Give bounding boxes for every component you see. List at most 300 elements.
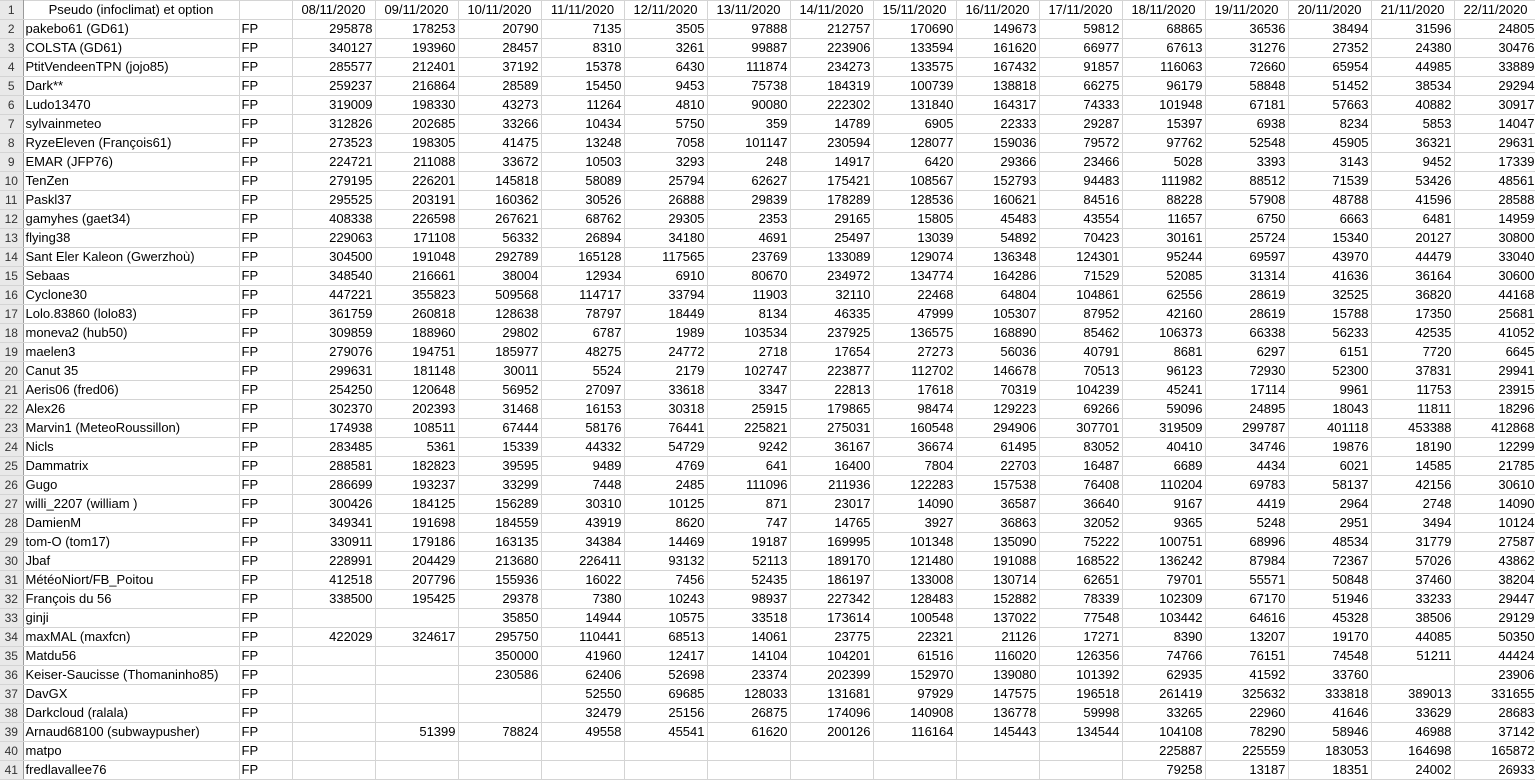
- cell-value[interactable]: 36167: [790, 438, 873, 457]
- cell-value[interactable]: 309859: [292, 324, 375, 343]
- cell-value[interactable]: 51452: [1288, 77, 1371, 96]
- cell-value[interactable]: 350000: [458, 647, 541, 666]
- cell-value[interactable]: 196518: [1039, 685, 1122, 704]
- cell-value[interactable]: 57026: [1371, 552, 1454, 571]
- cell-value[interactable]: 15450: [541, 77, 624, 96]
- cell-value[interactable]: 116164: [873, 723, 956, 742]
- cell-pseudo[interactable]: Dammatrix: [23, 457, 239, 476]
- cell-value[interactable]: 32052: [1039, 514, 1122, 533]
- cell-value[interactable]: 52550: [541, 685, 624, 704]
- cell-value[interactable]: 18351: [1288, 761, 1371, 780]
- cell-value[interactable]: 29287: [1039, 115, 1122, 134]
- cell-value[interactable]: 169995: [790, 533, 873, 552]
- cell-value[interactable]: 22468: [873, 286, 956, 305]
- cell-value[interactable]: [1371, 666, 1454, 685]
- cell-value[interactable]: 7058: [624, 134, 707, 153]
- cell-value[interactable]: 96123: [1122, 362, 1205, 381]
- cell-value[interactable]: 30161: [1122, 229, 1205, 248]
- cell-value[interactable]: 45328: [1288, 609, 1371, 628]
- cell-value[interactable]: 2964: [1288, 495, 1371, 514]
- cell-value[interactable]: 136575: [873, 324, 956, 343]
- cell-pseudo[interactable]: Jbaf: [23, 552, 239, 571]
- column-header-date[interactable]: 22/11/2020: [1454, 1, 1535, 20]
- cell-value[interactable]: 134774: [873, 267, 956, 286]
- cell-value[interactable]: 78797: [541, 305, 624, 324]
- cell-value[interactable]: 87984: [1205, 552, 1288, 571]
- cell-value[interactable]: 191048: [375, 248, 458, 267]
- cell-value[interactable]: 29294: [1454, 77, 1535, 96]
- cell-option[interactable]: FP: [239, 96, 292, 115]
- cell-value[interactable]: 225821: [707, 419, 790, 438]
- cell-value[interactable]: 203191: [375, 191, 458, 210]
- cell-value[interactable]: 226598: [375, 210, 458, 229]
- cell-value[interactable]: 67444: [458, 419, 541, 438]
- cell-pseudo[interactable]: maxMAL (maxfcn): [23, 628, 239, 647]
- cell-option[interactable]: FP: [239, 533, 292, 552]
- cell-value[interactable]: 78824: [458, 723, 541, 742]
- cell-value[interactable]: 48534: [1288, 533, 1371, 552]
- cell-value[interactable]: 7804: [873, 457, 956, 476]
- cell-value[interactable]: 191088: [956, 552, 1039, 571]
- cell-option[interactable]: FP: [239, 761, 292, 780]
- cell-value[interactable]: 28619: [1205, 286, 1288, 305]
- row-header[interactable]: 9: [0, 153, 23, 172]
- cell-option[interactable]: FP: [239, 229, 292, 248]
- cell-value[interactable]: 33618: [624, 381, 707, 400]
- cell-pseudo[interactable]: Arnaud68100 (subwaypusher): [23, 723, 239, 742]
- cell-value[interactable]: 104861: [1039, 286, 1122, 305]
- cell-value[interactable]: 21126: [956, 628, 1039, 647]
- cell-value[interactable]: 6663: [1288, 210, 1371, 229]
- cell-value[interactable]: 15378: [541, 58, 624, 77]
- cell-value[interactable]: 5750: [624, 115, 707, 134]
- cell-value[interactable]: 14104: [707, 647, 790, 666]
- cell-value[interactable]: 48788: [1288, 191, 1371, 210]
- cell-value[interactable]: 292789: [458, 248, 541, 267]
- row-header[interactable]: 3: [0, 39, 23, 58]
- cell-value[interactable]: [375, 761, 458, 780]
- cell-value[interactable]: 333818: [1288, 685, 1371, 704]
- cell-value[interactable]: 33518: [707, 609, 790, 628]
- cell-value[interactable]: 61495: [956, 438, 1039, 457]
- cell-value[interactable]: [375, 742, 458, 761]
- cell-value[interactable]: 8134: [707, 305, 790, 324]
- cell-pseudo[interactable]: ginji: [23, 609, 239, 628]
- cell-value[interactable]: 10503: [541, 153, 624, 172]
- cell-value[interactable]: 33889: [1454, 58, 1535, 77]
- cell-value[interactable]: 66977: [1039, 39, 1122, 58]
- cell-pseudo[interactable]: Dark**: [23, 77, 239, 96]
- cell-value[interactable]: 137022: [956, 609, 1039, 628]
- cell-pseudo[interactable]: willi_2207 (william ): [23, 495, 239, 514]
- cell-value[interactable]: 8390: [1122, 628, 1205, 647]
- cell-pseudo[interactable]: sylvainmeteo: [23, 115, 239, 134]
- cell-value[interactable]: 19876: [1288, 438, 1371, 457]
- cell-value[interactable]: 102747: [707, 362, 790, 381]
- cell-value[interactable]: 41475: [458, 134, 541, 153]
- cell-pseudo[interactable]: RyzeEleven (François61): [23, 134, 239, 153]
- cell-value[interactable]: 51211: [1371, 647, 1454, 666]
- row-header[interactable]: 8: [0, 134, 23, 153]
- cell-value[interactable]: 300426: [292, 495, 375, 514]
- cell-value[interactable]: 45483: [956, 210, 1039, 229]
- cell-pseudo[interactable]: moneva2 (hub50): [23, 324, 239, 343]
- cell-value[interactable]: 227342: [790, 590, 873, 609]
- cell-value[interactable]: 30800: [1454, 229, 1535, 248]
- cell-option[interactable]: FP: [239, 39, 292, 58]
- cell-value[interactable]: 51399: [375, 723, 458, 742]
- cell-value[interactable]: 2485: [624, 476, 707, 495]
- row-header[interactable]: 18: [0, 324, 23, 343]
- cell-pseudo[interactable]: fredlavallee76: [23, 761, 239, 780]
- cell-value[interactable]: 3143: [1288, 153, 1371, 172]
- cell-value[interactable]: 4691: [707, 229, 790, 248]
- row-header[interactable]: 7: [0, 115, 23, 134]
- cell-value[interactable]: 5028: [1122, 153, 1205, 172]
- row-header[interactable]: 17: [0, 305, 23, 324]
- row-header[interactable]: 32: [0, 590, 23, 609]
- cell-value[interactable]: 361759: [292, 305, 375, 324]
- cell-value[interactable]: 40882: [1371, 96, 1454, 115]
- cell-value[interactable]: 286699: [292, 476, 375, 495]
- cell-value[interactable]: 3494: [1371, 514, 1454, 533]
- cell-value[interactable]: 168890: [956, 324, 1039, 343]
- row-header[interactable]: 31: [0, 571, 23, 590]
- cell-value[interactable]: 136348: [956, 248, 1039, 267]
- cell-value[interactable]: [458, 704, 541, 723]
- cell-value[interactable]: 11657: [1122, 210, 1205, 229]
- cell-value[interactable]: 212757: [790, 20, 873, 39]
- row-header[interactable]: 27: [0, 495, 23, 514]
- cell-value[interactable]: 23374: [707, 666, 790, 685]
- cell-value[interactable]: 17618: [873, 381, 956, 400]
- cell-value[interactable]: 69783: [1205, 476, 1288, 495]
- cell-value[interactable]: 10124: [1454, 514, 1535, 533]
- cell-value[interactable]: 200126: [790, 723, 873, 742]
- cell-value[interactable]: 27273: [873, 343, 956, 362]
- cell-value[interactable]: 23466: [1039, 153, 1122, 172]
- cell-option[interactable]: FP: [239, 704, 292, 723]
- cell-value[interactable]: 25681: [1454, 305, 1535, 324]
- cell-value[interactable]: 13187: [1205, 761, 1288, 780]
- cell-value[interactable]: 179865: [790, 400, 873, 419]
- cell-value[interactable]: 98474: [873, 400, 956, 419]
- cell-value[interactable]: 52113: [707, 552, 790, 571]
- cell-option[interactable]: FP: [239, 305, 292, 324]
- cell-value[interactable]: 22321: [873, 628, 956, 647]
- cell-option[interactable]: FP: [239, 628, 292, 647]
- cell-value[interactable]: 299631: [292, 362, 375, 381]
- cell-value[interactable]: 16487: [1039, 457, 1122, 476]
- cell-value[interactable]: 36820: [1371, 286, 1454, 305]
- cell-value[interactable]: 104108: [1122, 723, 1205, 742]
- cell-value[interactable]: 33299: [458, 476, 541, 495]
- cell-value[interactable]: 16400: [790, 457, 873, 476]
- cell-value[interactable]: 33794: [624, 286, 707, 305]
- cell-value[interactable]: 108567: [873, 172, 956, 191]
- cell-option[interactable]: FP: [239, 172, 292, 191]
- cell-value[interactable]: 294906: [956, 419, 1039, 438]
- cell-value[interactable]: 31468: [458, 400, 541, 419]
- cell-value[interactable]: 30917: [1454, 96, 1535, 115]
- cell-value[interactable]: 31596: [1371, 20, 1454, 39]
- cell-value[interactable]: 226411: [541, 552, 624, 571]
- cell-value[interactable]: 198305: [375, 134, 458, 153]
- cell-value[interactable]: 2951: [1288, 514, 1371, 533]
- cell-pseudo[interactable]: DamienM: [23, 514, 239, 533]
- cell-value[interactable]: 31276: [1205, 39, 1288, 58]
- cell-value[interactable]: 68762: [541, 210, 624, 229]
- cell-value[interactable]: 412868: [1454, 419, 1535, 438]
- cell-value[interactable]: 8681: [1122, 343, 1205, 362]
- cell-value[interactable]: 359: [707, 115, 790, 134]
- cell-value[interactable]: 41636: [1288, 267, 1371, 286]
- cell-value[interactable]: 30476: [1454, 39, 1535, 58]
- cell-value[interactable]: 57908: [1205, 191, 1288, 210]
- cell-value[interactable]: 62935: [1122, 666, 1205, 685]
- cell-pseudo[interactable]: flying38: [23, 229, 239, 248]
- row-header[interactable]: 14: [0, 248, 23, 267]
- cell-value[interactable]: 77548: [1039, 609, 1122, 628]
- cell-value[interactable]: 13248: [541, 134, 624, 153]
- cell-value[interactable]: 26894: [541, 229, 624, 248]
- row-header[interactable]: 39: [0, 723, 23, 742]
- cell-option[interactable]: FP: [239, 590, 292, 609]
- column-header-date[interactable]: 09/11/2020: [375, 1, 458, 20]
- cell-value[interactable]: 14585: [1371, 457, 1454, 476]
- cell-value[interactable]: 32525: [1288, 286, 1371, 305]
- cell-value[interactable]: 15339: [458, 438, 541, 457]
- cell-value[interactable]: 28589: [458, 77, 541, 96]
- cell-value[interactable]: 29366: [956, 153, 1039, 172]
- cell-value[interactable]: 14959: [1454, 210, 1535, 229]
- cell-value[interactable]: 41960: [541, 647, 624, 666]
- cell-value[interactable]: 8234: [1288, 115, 1371, 134]
- cell-value[interactable]: 168522: [1039, 552, 1122, 571]
- cell-value[interactable]: 4769: [624, 457, 707, 476]
- cell-value[interactable]: 24002: [1371, 761, 1454, 780]
- cell-value[interactable]: 307701: [1039, 419, 1122, 438]
- cell-value[interactable]: 204429: [375, 552, 458, 571]
- column-header-pseudo[interactable]: Pseudo (infoclimat) et option: [23, 1, 239, 20]
- cell-value[interactable]: 83052: [1039, 438, 1122, 457]
- cell-value[interactable]: 28683: [1454, 704, 1535, 723]
- cell-value[interactable]: 80670: [707, 267, 790, 286]
- cell-option[interactable]: FP: [239, 400, 292, 419]
- cell-pseudo[interactable]: Paskl37: [23, 191, 239, 210]
- cell-value[interactable]: 37192: [458, 58, 541, 77]
- cell-value[interactable]: 1989: [624, 324, 707, 343]
- cell-option[interactable]: FP: [239, 210, 292, 229]
- cell-pseudo[interactable]: EMAR (JFP76): [23, 153, 239, 172]
- cell-value[interactable]: 49558: [541, 723, 624, 742]
- cell-value[interactable]: 52548: [1205, 134, 1288, 153]
- cell-option[interactable]: FP: [239, 191, 292, 210]
- cell-value[interactable]: 29305: [624, 210, 707, 229]
- cell-value[interactable]: 111096: [707, 476, 790, 495]
- cell-option[interactable]: FP: [239, 609, 292, 628]
- cell-value[interactable]: 71539: [1288, 172, 1371, 191]
- cell-value[interactable]: 164286: [956, 267, 1039, 286]
- row-header[interactable]: 41: [0, 761, 23, 780]
- cell-value[interactable]: 38004: [458, 267, 541, 286]
- cell-value[interactable]: 325632: [1205, 685, 1288, 704]
- cell-value[interactable]: 48275: [541, 343, 624, 362]
- row-header[interactable]: 28: [0, 514, 23, 533]
- cell-value[interactable]: 348540: [292, 267, 375, 286]
- cell-option[interactable]: FP: [239, 685, 292, 704]
- cell-pseudo[interactable]: gamyhes (gaet34): [23, 210, 239, 229]
- cell-value[interactable]: 193960: [375, 39, 458, 58]
- cell-value[interactable]: 35850: [458, 609, 541, 628]
- cell-value[interactable]: [292, 666, 375, 685]
- cell-option[interactable]: FP: [239, 20, 292, 39]
- cell-value[interactable]: 52698: [624, 666, 707, 685]
- cell-value[interactable]: 14789: [790, 115, 873, 134]
- cell-value[interactable]: 422029: [292, 628, 375, 647]
- cell-value[interactable]: 72930: [1205, 362, 1288, 381]
- cell-value[interactable]: 7720: [1371, 343, 1454, 362]
- cell-value[interactable]: 136778: [956, 704, 1039, 723]
- cell-value[interactable]: 248: [707, 153, 790, 172]
- cell-value[interactable]: 70513: [1039, 362, 1122, 381]
- column-header-date[interactable]: 18/11/2020: [1122, 1, 1205, 20]
- cell-value[interactable]: [375, 685, 458, 704]
- cell-value[interactable]: 186197: [790, 571, 873, 590]
- cell-value[interactable]: 288581: [292, 457, 375, 476]
- cell-value[interactable]: [292, 761, 375, 780]
- cell-pseudo[interactable]: Gugo: [23, 476, 239, 495]
- cell-value[interactable]: 131681: [790, 685, 873, 704]
- row-header[interactable]: 23: [0, 419, 23, 438]
- cell-value[interactable]: 279195: [292, 172, 375, 191]
- cell-value[interactable]: 9452: [1371, 153, 1454, 172]
- cell-value[interactable]: 104201: [790, 647, 873, 666]
- cell-value[interactable]: 225559: [1205, 742, 1288, 761]
- cell-value[interactable]: 222302: [790, 96, 873, 115]
- cell-value[interactable]: 17339: [1454, 153, 1535, 172]
- cell-value[interactable]: 58137: [1288, 476, 1371, 495]
- cell-value[interactable]: 78290: [1205, 723, 1288, 742]
- cell-value[interactable]: [1039, 742, 1122, 761]
- row-header[interactable]: 34: [0, 628, 23, 647]
- cell-value[interactable]: 230594: [790, 134, 873, 153]
- cell-value[interactable]: 295750: [458, 628, 541, 647]
- row-header[interactable]: 29: [0, 533, 23, 552]
- cell-value[interactable]: 105307: [956, 305, 1039, 324]
- cell-value[interactable]: 11811: [1371, 400, 1454, 419]
- cell-value[interactable]: 114717: [541, 286, 624, 305]
- row-header[interactable]: 33: [0, 609, 23, 628]
- cell-option[interactable]: FP: [239, 723, 292, 742]
- cell-value[interactable]: 14061: [707, 628, 790, 647]
- cell-value[interactable]: 15788: [1288, 305, 1371, 324]
- cell-value[interactable]: 27352: [1288, 39, 1371, 58]
- cell-value[interactable]: 15397: [1122, 115, 1205, 134]
- cell-value[interactable]: 285577: [292, 58, 375, 77]
- cell-value[interactable]: 9365: [1122, 514, 1205, 533]
- cell-value[interactable]: 134544: [1039, 723, 1122, 742]
- cell-value[interactable]: 31314: [1205, 267, 1288, 286]
- cell-value[interactable]: 100739: [873, 77, 956, 96]
- cell-value[interactable]: 283485: [292, 438, 375, 457]
- cell-value[interactable]: 183053: [1288, 742, 1371, 761]
- cell-value[interactable]: 23915: [1454, 381, 1535, 400]
- cell-value[interactable]: 185977: [458, 343, 541, 362]
- cell-value[interactable]: 29941: [1454, 362, 1535, 381]
- cell-value[interactable]: 52085: [1122, 267, 1205, 286]
- cell-value[interactable]: 160621: [956, 191, 1039, 210]
- cell-value[interactable]: 30526: [541, 191, 624, 210]
- cell-pseudo[interactable]: pakebo61 (GD61): [23, 20, 239, 39]
- row-header[interactable]: 38: [0, 704, 23, 723]
- cell-value[interactable]: 68513: [624, 628, 707, 647]
- cell-value[interactable]: 36164: [1371, 267, 1454, 286]
- cell-value[interactable]: 95244: [1122, 248, 1205, 267]
- cell-value[interactable]: 6787: [541, 324, 624, 343]
- cell-value[interactable]: 56332: [458, 229, 541, 248]
- cell-value[interactable]: 33265: [1122, 704, 1205, 723]
- cell-value[interactable]: 66275: [1039, 77, 1122, 96]
- cell-value[interactable]: 25156: [624, 704, 707, 723]
- cell-value[interactable]: [956, 761, 1039, 780]
- cell-value[interactable]: 24895: [1205, 400, 1288, 419]
- cell-value[interactable]: 101348: [873, 533, 956, 552]
- cell-pseudo[interactable]: COLSTA (GD61): [23, 39, 239, 58]
- cell-value[interactable]: 234273: [790, 58, 873, 77]
- cell-value[interactable]: 41052: [1454, 324, 1535, 343]
- cell-value[interactable]: 155936: [458, 571, 541, 590]
- cell-value[interactable]: 62406: [541, 666, 624, 685]
- cell-value[interactable]: 181148: [375, 362, 458, 381]
- cell-value[interactable]: 136242: [1122, 552, 1205, 571]
- cell-value[interactable]: 46988: [1371, 723, 1454, 742]
- cell-value[interactable]: 5853: [1371, 115, 1454, 134]
- cell-value[interactable]: 52300: [1288, 362, 1371, 381]
- cell-value[interactable]: 39595: [458, 457, 541, 476]
- cell-value[interactable]: 14944: [541, 609, 624, 628]
- cell-value[interactable]: 184125: [375, 495, 458, 514]
- cell-value[interactable]: 3927: [873, 514, 956, 533]
- cell-value[interactable]: 58848: [1205, 77, 1288, 96]
- cell-value[interactable]: 2748: [1371, 495, 1454, 514]
- cell-value[interactable]: 175421: [790, 172, 873, 191]
- cell-value[interactable]: 18043: [1288, 400, 1371, 419]
- cell-value[interactable]: 47999: [873, 305, 956, 324]
- cell-value[interactable]: 18449: [624, 305, 707, 324]
- cell-value[interactable]: 23769: [707, 248, 790, 267]
- cell-value[interactable]: 331655: [1454, 685, 1535, 704]
- cell-value[interactable]: 302370: [292, 400, 375, 419]
- cell-value[interactable]: 41596: [1371, 191, 1454, 210]
- cell-value[interactable]: 42535: [1371, 324, 1454, 343]
- cell-value[interactable]: 29165: [790, 210, 873, 229]
- cell-value[interactable]: 102309: [1122, 590, 1205, 609]
- cell-pseudo[interactable]: Lolo.83860 (lolo83): [23, 305, 239, 324]
- row-header[interactable]: 1: [0, 1, 23, 20]
- row-header[interactable]: 22: [0, 400, 23, 419]
- cell-value[interactable]: 124301: [1039, 248, 1122, 267]
- cell-value[interactable]: 44985: [1371, 58, 1454, 77]
- cell-value[interactable]: 36536: [1205, 20, 1288, 39]
- cell-value[interactable]: 120648: [375, 381, 458, 400]
- row-header[interactable]: 25: [0, 457, 23, 476]
- cell-value[interactable]: 37460: [1371, 571, 1454, 590]
- cell-value[interactable]: 131840: [873, 96, 956, 115]
- cell-value[interactable]: [624, 742, 707, 761]
- cell-pseudo[interactable]: François du 56: [23, 590, 239, 609]
- row-header[interactable]: 24: [0, 438, 23, 457]
